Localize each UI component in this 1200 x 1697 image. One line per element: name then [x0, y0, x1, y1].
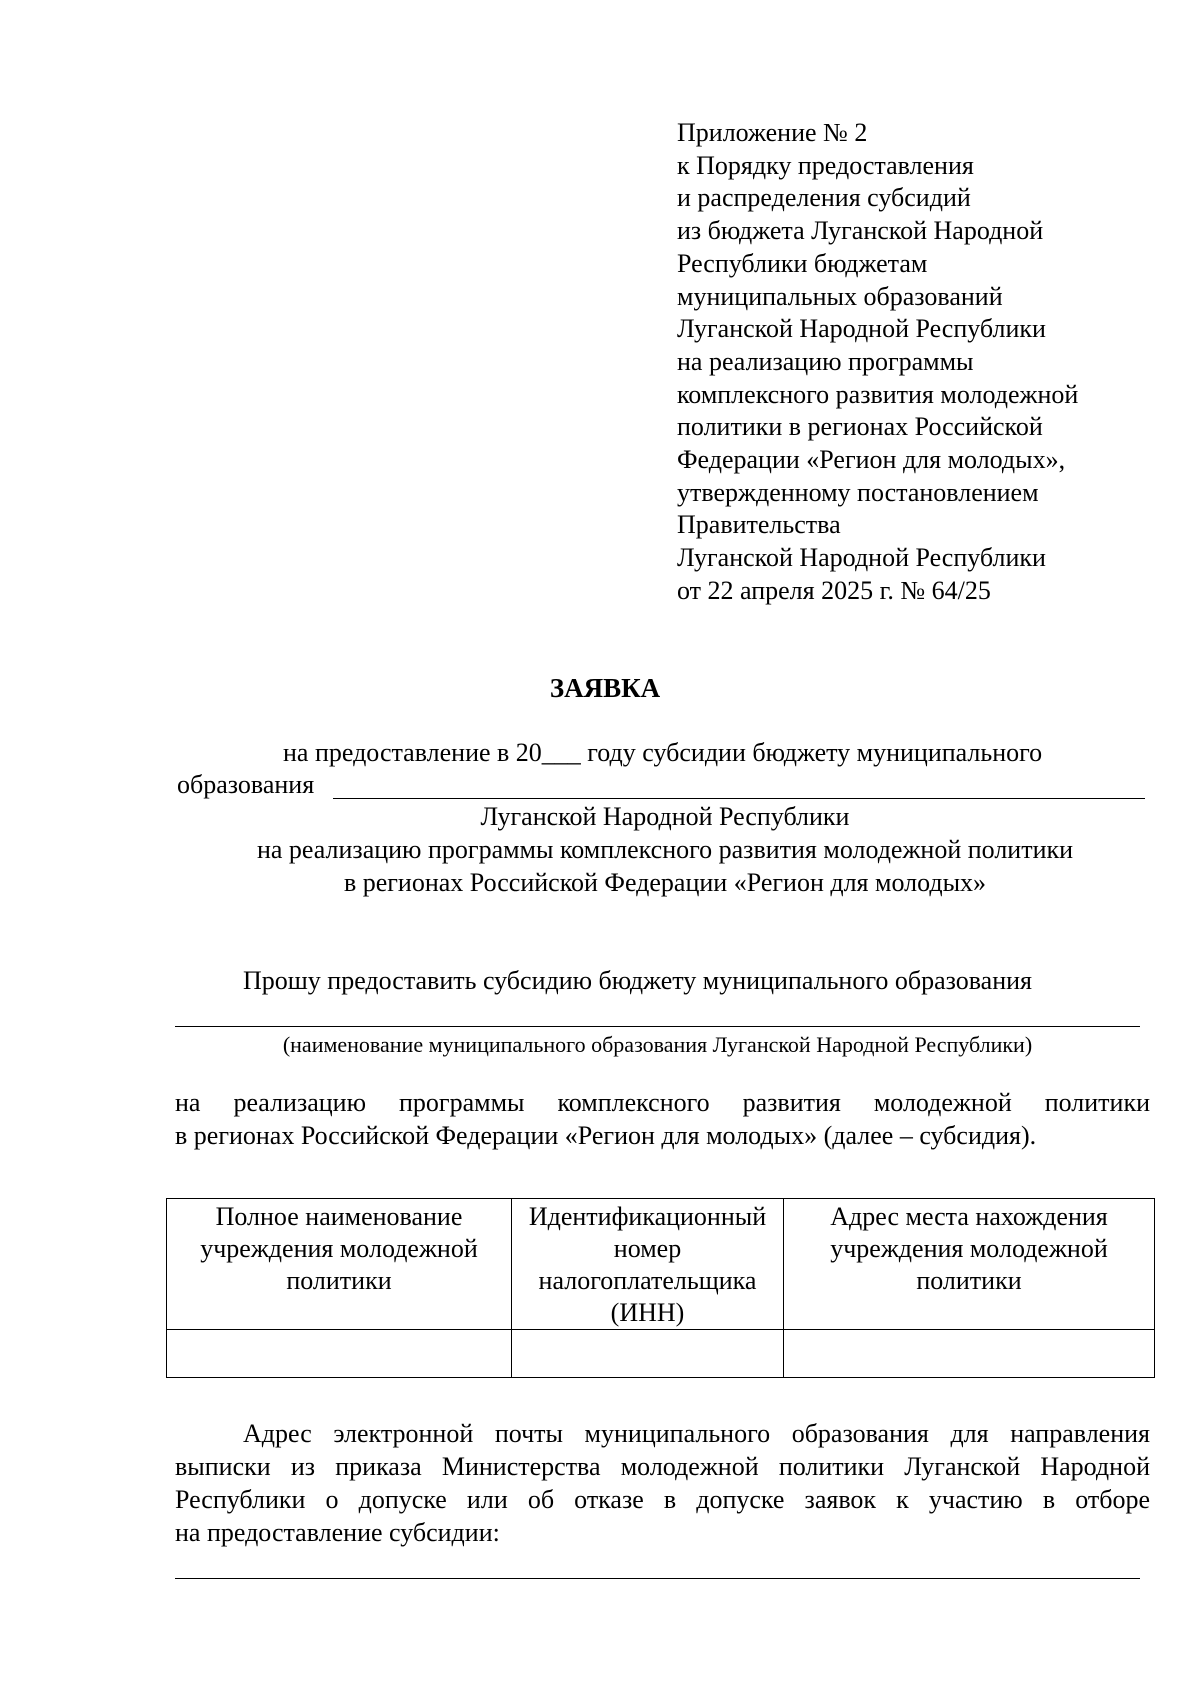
- table-header-row: [167, 1199, 1155, 1330]
- document-title: ЗАЯВКА: [549, 673, 661, 703]
- appendix-line: муниципальных образований: [677, 281, 1003, 311]
- appendix-line: на реализацию программы: [677, 346, 974, 376]
- request-line-1: Прошу предоставить субсидию бюджету муниципального образования: [243, 966, 1033, 995]
- municipality-name-input-line[interactable]: [175, 1026, 1140, 1027]
- header-address: Адрес места нахождения учреждения молодежной политики: [784, 1199, 1155, 1330]
- appendix-line: Приложение № 2: [677, 118, 868, 147]
- email-paragraph: [175, 1417, 1150, 1549]
- email-line-1: [175, 1417, 1150, 1450]
- appendix-line: комплексного развития молодежной: [677, 379, 1079, 409]
- subtitle-line-1: на предоставление в 20___ году субсидии бюджету муниципального: [283, 738, 1043, 767]
- subtitle-line-3: Луганской Народной Республики: [480, 802, 850, 831]
- appendix-line: и распределения субсидий: [677, 183, 971, 213]
- municipality-name-field[interactable]: [333, 798, 1145, 799]
- appendix-line: Правительства: [677, 510, 841, 540]
- header-full-name: Полное наименование учреждения молодежной политики: [167, 1199, 512, 1330]
- appendix-line: от 22 апреля 2025 г. № 64/25: [677, 575, 991, 605]
- email-line-3-text: Республики о допуске или об отказе в допуске заявок к участию в отборе: [175, 1485, 1150, 1514]
- header-inn: Идентификационный номер налогоплательщика (ИНН): [512, 1199, 784, 1330]
- cell-inn[interactable]: [512, 1330, 784, 1378]
- appendix-line: Федерации «Регион для молодых»,: [677, 445, 1066, 475]
- appendix-line: к Порядку предоставления: [677, 150, 974, 180]
- email-input-line[interactable]: [175, 1578, 1140, 1579]
- cell-address[interactable]: [784, 1330, 1155, 1378]
- subtitle-line-4: на реализацию программы комплексного развития молодежной политики: [256, 835, 1074, 864]
- appendix-line: из бюджета Луганской Народной: [677, 216, 1044, 246]
- request-line-3: в регионах Российской Федерации «Регион для молодых» (далее – субсидия).: [175, 1121, 1037, 1150]
- email-line-1-text: Адрес электронной почты муниципального образования для направления: [243, 1419, 1150, 1448]
- appendix-line: утвержденному постановлением: [677, 477, 1039, 507]
- request-continuation: [175, 1086, 1150, 1152]
- email-line-2-text: выписки из приказа Министерства молодежной политики Луганской Народной: [175, 1452, 1150, 1481]
- request-line-2: [175, 1086, 1150, 1119]
- appendix-line: политики в регионах Российской: [677, 412, 1043, 442]
- email-line-4: на предоставление субсидии:: [175, 1518, 500, 1547]
- appendix-line: Луганской Народной Республики: [677, 543, 1046, 573]
- appendix-line: Республики бюджетам: [677, 248, 928, 278]
- email-line-3: [175, 1483, 1150, 1516]
- cell-full-name[interactable]: [167, 1330, 512, 1378]
- email-line-2: [175, 1450, 1150, 1483]
- institution-table: [166, 1198, 1155, 1378]
- appendix-line: Луганской Народной Республики: [677, 314, 1046, 344]
- request-line-2-text: на реализацию программы комплексного развития молодежной политики: [175, 1088, 1150, 1117]
- table-row: [167, 1330, 1155, 1378]
- appendix-reference: [677, 117, 1147, 608]
- municipality-name-caption: (наименование муниципального образования Луганской Народной Республики): [282, 1032, 1033, 1057]
- subtitle-line-5: в регионах Российской Федерации «Регион для молодых»: [343, 868, 987, 897]
- subtitle-line-2-prefix: образования: [177, 770, 315, 799]
